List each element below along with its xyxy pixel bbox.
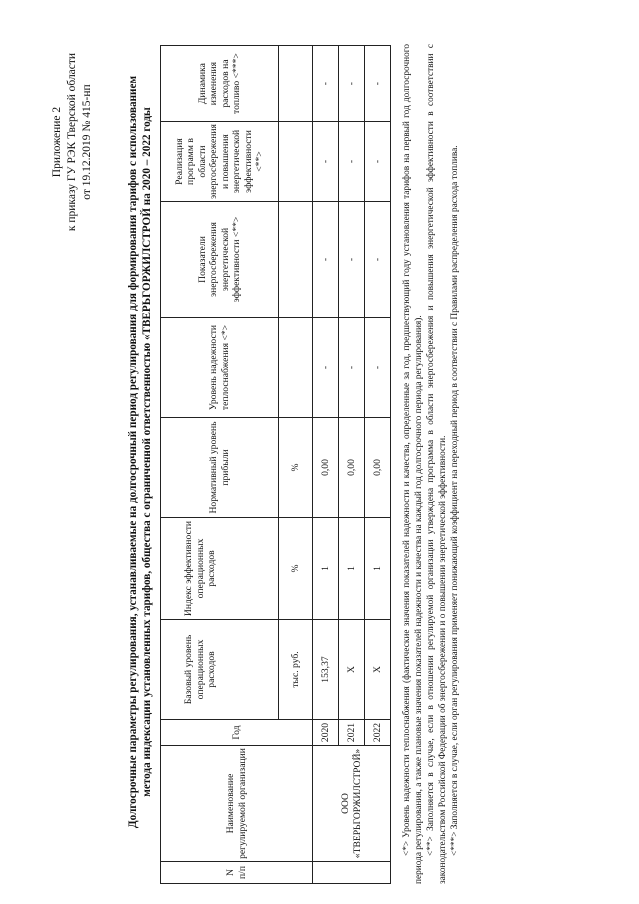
cell-base: X	[338, 620, 364, 720]
unit-profit: %	[278, 418, 312, 518]
footnotes	[402, 44, 463, 884]
header-year: Год	[160, 720, 312, 746]
cell-reliability: -	[338, 318, 364, 418]
header-base: Базовый уровень операционных расходов	[160, 620, 278, 720]
footnote-3: <***> Заполняется в случае, если орган регулирования применяет понижающий коэффициент на переходный период в соответствии с Правилами распределения расхода топлива.	[449, 145, 460, 856]
appendix-order: к приказу ГУ РЭК Тверской области	[65, 52, 78, 232]
cell-energy: -	[364, 202, 390, 318]
org-name: ООО «ТВЕРЬГОРЖИЛСТРОЙ»	[312, 746, 390, 862]
cell-dynamics: -	[364, 46, 390, 122]
cell-reliability: -	[312, 318, 338, 418]
cell-profit: 0,00	[364, 418, 390, 518]
row-num	[312, 862, 390, 884]
cell-program: -	[312, 122, 338, 202]
appendix-date: от 19.12.2019 № 415-нп	[80, 84, 93, 200]
header-org: Наименование регулируемой организации	[160, 746, 312, 862]
cell-dynamics: -	[312, 46, 338, 122]
unit-empty	[278, 202, 312, 318]
cell-dynamics: -	[338, 46, 364, 122]
cell-energy: -	[312, 202, 338, 318]
cell-year: 2020	[312, 720, 338, 746]
header-index: Индекс эффективности операционных расходов	[160, 518, 278, 620]
cell-profit: 0,00	[338, 418, 364, 518]
unit-empty	[278, 46, 312, 122]
cell-program: -	[364, 122, 390, 202]
cell-year: 2022	[364, 720, 390, 746]
cell-base: 153,37	[312, 620, 338, 720]
cell-index: 1	[312, 518, 338, 620]
footnote-2: <**> Заполняется в случае, если в отношении регулируемой организации утверждена программа в области энергосбережения и повышения энергетической эффективности в соответствии с законодательством Российской Федерации об энергосбережении и о повышении энергетической эффективности.	[425, 44, 448, 884]
unit-index: %	[278, 518, 312, 620]
header-program: Реализация программ в области энергосбережения и повышения энергетической эффективности <**>	[160, 122, 278, 202]
cell-reliability: -	[364, 318, 390, 418]
header-reliability: Уровень надежности теплоснабжения <*>	[160, 318, 278, 418]
title-line-1: Долгосрочные параметры регулирования, устанавливаемые на долгосрочный период регулирования для формирования тарифов с использованием	[126, 75, 139, 829]
header-row	[160, 46, 278, 884]
appendix-header	[50, 22, 95, 262]
cell-program: -	[338, 122, 364, 202]
cell-year: 2021	[338, 720, 364, 746]
cell-index: 1	[338, 518, 364, 620]
cell-profit: 0,00	[312, 418, 338, 518]
document-title	[126, 34, 154, 870]
cell-base: X	[364, 620, 390, 720]
header-energy: Показатели энергосбережения энергетической эффективности <**>	[160, 202, 278, 318]
cell-index: 1	[364, 518, 390, 620]
header-profit: Нормативный уровень прибыли	[160, 418, 278, 518]
unit-base: тыс. руб.	[278, 620, 312, 720]
title-line-2: метода индексации установленных тарифов, общества с ограниченной ответственностью «ТВЕРЬГОРЖИЛСТРОЙ на 2020 – 2022 годы	[140, 107, 153, 797]
header-dynamics: Динамика изменения расходов на топливо <***>	[160, 46, 278, 122]
parameters-table	[160, 45, 391, 884]
unit-empty	[278, 122, 312, 202]
unit-empty	[278, 318, 312, 418]
header-num: N п/п	[160, 862, 312, 884]
table-row	[312, 46, 338, 884]
footnote-1: <*> Уровень надежности теплоснабжения (фактические значения показателей надежности и качества, определенные за год, предшествующий году установления тарифов на первый год долгосрочного периода регулирования, а также плановые значения показателей надежности и качества на каждый год долгосрочного периода регулирования).	[401, 44, 424, 884]
rotated-sheet	[10, 12, 630, 892]
appendix-number: Приложение 2	[50, 106, 63, 178]
cell-energy: -	[338, 202, 364, 318]
